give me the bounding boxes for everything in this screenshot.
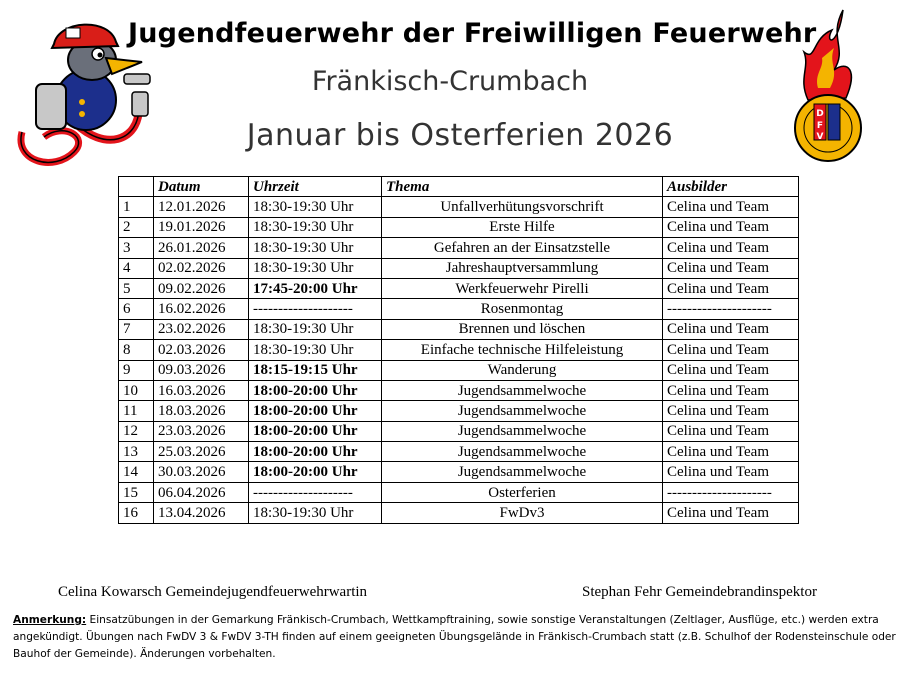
cell-nr: 14	[119, 462, 154, 482]
cell-date: 09.03.2026	[154, 360, 249, 380]
cell-nr: 5	[119, 278, 154, 298]
table-row	[119, 482, 799, 502]
cell-ausbilder: Celina und Team	[663, 340, 799, 360]
cell-thema: Werkfeuerwehr Pirelli	[382, 278, 663, 298]
cell-nr: 8	[119, 340, 154, 360]
signature-left: Celina Kowarsch Gemeindejugendfeuerwehrwartin	[58, 584, 368, 600]
cell-thema: Jugendsammelwoche	[382, 462, 663, 482]
cell-time: 17:45-20:00 Uhr	[249, 278, 382, 298]
cell-nr: 12	[119, 421, 154, 441]
cell-thema: Gefahren an der Einsatzstelle	[382, 238, 663, 258]
svg-text:F: F	[816, 121, 824, 131]
cell-ausbilder: Celina und Team	[663, 401, 799, 421]
schedule-table	[118, 176, 799, 524]
cell-ausbilder: Celina und Team	[663, 462, 799, 482]
cell-time: 18:30-19:30 Uhr	[249, 217, 382, 237]
table-row	[119, 401, 799, 421]
cell-nr: 7	[119, 319, 154, 339]
cell-thema: Jugendsammelwoche	[382, 401, 663, 421]
note-label: Anmerkung:	[13, 614, 87, 626]
cell-thema: Jahreshauptversammlung	[382, 258, 663, 278]
cell-date: 26.01.2026	[154, 238, 249, 258]
cell-ausbilder: Celina und Team	[663, 319, 799, 339]
cell-thema: Jugendsammelwoche	[382, 421, 663, 441]
cell-time: 18:30-19:30 Uhr	[249, 503, 382, 523]
cell-date: 06.04.2026	[154, 482, 249, 502]
cell-date: 18.03.2026	[154, 401, 249, 421]
cell-ausbilder: Celina und Team	[663, 421, 799, 441]
cell-thema: Brennen und löschen	[382, 319, 663, 339]
table-header-row	[119, 177, 799, 197]
cell-nr: 2	[119, 217, 154, 237]
dfv-logo-text: D	[816, 109, 824, 119]
cell-thema: Rosenmontag	[382, 299, 663, 319]
cell-time: 18:00-20:00 Uhr	[249, 462, 382, 482]
cell-time: 18:00-20:00 Uhr	[249, 421, 382, 441]
cell-nr: 4	[119, 258, 154, 278]
cell-thema: FwDv3	[382, 503, 663, 523]
table-row	[119, 340, 799, 360]
cell-date: 25.03.2026	[154, 442, 249, 462]
cell-nr: 10	[119, 380, 154, 400]
table-row	[119, 319, 799, 339]
cell-nr: 13	[119, 442, 154, 462]
cell-ausbilder: Celina und Team	[663, 258, 799, 278]
header-uhrzeit: Uhrzeit	[249, 177, 382, 197]
signature-right: Stephan Fehr Gemeindebrandinspektor	[582, 584, 817, 600]
cell-thema: Erste Hilfe	[382, 217, 663, 237]
cell-thema: Jugendsammelwoche	[382, 442, 663, 462]
table-row	[119, 299, 799, 319]
cell-ausbilder: Celina und Team	[663, 278, 799, 298]
cell-date: 09.02.2026	[154, 278, 249, 298]
table-row	[119, 380, 799, 400]
cell-nr: 11	[119, 401, 154, 421]
cell-time: 18:30-19:30 Uhr	[249, 340, 382, 360]
table-row	[119, 421, 799, 441]
header-nr	[119, 177, 154, 197]
table-row	[119, 258, 799, 278]
table-row	[119, 503, 799, 523]
cell-thema: Unfallverhütungsvorschrift	[382, 197, 663, 217]
cell-nr: 6	[119, 299, 154, 319]
page-subtitle: Fränkisch-Crumbach	[311, 66, 589, 97]
cell-thema: Wanderung	[382, 360, 663, 380]
cell-time: --------------------	[249, 299, 382, 319]
cell-nr: 16	[119, 503, 154, 523]
header-ausbilder: Ausbilder	[663, 177, 799, 197]
table-row	[119, 462, 799, 482]
cell-date: 23.02.2026	[154, 319, 249, 339]
cell-time: --------------------	[249, 482, 382, 502]
page-title: Jugendfeuerwehr der Freiwilligen Feuerwehr	[128, 18, 817, 49]
cell-nr: 9	[119, 360, 154, 380]
cell-nr: 1	[119, 197, 154, 217]
header-thema: Thema	[382, 177, 663, 197]
cell-nr: 3	[119, 238, 154, 258]
cell-date: 02.02.2026	[154, 258, 249, 278]
cell-thema: Einfache technische Hilfeleistung	[382, 340, 663, 360]
cell-date: 23.03.2026	[154, 421, 249, 441]
schedule-period: Januar bis Osterferien 2026	[246, 118, 674, 153]
cell-date: 30.03.2026	[154, 462, 249, 482]
cell-ausbilder: Celina und Team	[663, 217, 799, 237]
table-row	[119, 442, 799, 462]
cell-time: 18:00-20:00 Uhr	[249, 380, 382, 400]
cell-ausbilder: Celina und Team	[663, 360, 799, 380]
table-row	[119, 238, 799, 258]
cell-date: 13.04.2026	[154, 503, 249, 523]
cell-ausbilder: Celina und Team	[663, 503, 799, 523]
cell-thema: Jugendsammelwoche	[382, 380, 663, 400]
cell-thema: Osterferien	[382, 482, 663, 502]
table-row	[119, 360, 799, 380]
cell-time: 18:00-20:00 Uhr	[249, 442, 382, 462]
cell-time: 18:30-19:30 Uhr	[249, 258, 382, 278]
table-row	[119, 278, 799, 298]
note-paragraph	[13, 612, 913, 663]
note-text: Einsatzübungen in der Gemarkung Fränkisch-Crumbach, Wettkampftraining, sowie sonstige Veranstaltungen (Zeltlager, Ausflüge, etc.) werden extra angekündigt. Übungen nach FwDV 3 & FwDV 3-TH finden auf einem geeigneten Übungsgelände in Fränkisch-Crumbach statt (z.B. Schulhof der Rodensteinschule oder Bauhof der Gemeinde). Änderungen vorbehalten.	[13, 614, 896, 660]
cell-nr: 15	[119, 482, 154, 502]
svg-text:V: V	[816, 132, 824, 142]
cell-date: 16.02.2026	[154, 299, 249, 319]
cell-ausbilder: Celina und Team	[663, 442, 799, 462]
header-datum: Datum	[154, 177, 249, 197]
cell-date: 19.01.2026	[154, 217, 249, 237]
cell-ausbilder: ---------------------	[663, 482, 799, 502]
cell-ausbilder: Celina und Team	[663, 238, 799, 258]
cell-time: 18:30-19:30 Uhr	[249, 319, 382, 339]
cell-date: 12.01.2026	[154, 197, 249, 217]
cell-time: 18:30-19:30 Uhr	[249, 197, 382, 217]
cell-date: 16.03.2026	[154, 380, 249, 400]
cell-ausbilder: Celina und Team	[663, 197, 799, 217]
cell-time: 18:15-19:15 Uhr	[249, 360, 382, 380]
table-row	[119, 197, 799, 217]
cell-time: 18:30-19:30 Uhr	[249, 238, 382, 258]
cell-ausbilder: ---------------------	[663, 299, 799, 319]
cell-ausbilder: Celina und Team	[663, 380, 799, 400]
cell-date: 02.03.2026	[154, 340, 249, 360]
cell-time: 18:00-20:00 Uhr	[249, 401, 382, 421]
table-row	[119, 217, 799, 237]
